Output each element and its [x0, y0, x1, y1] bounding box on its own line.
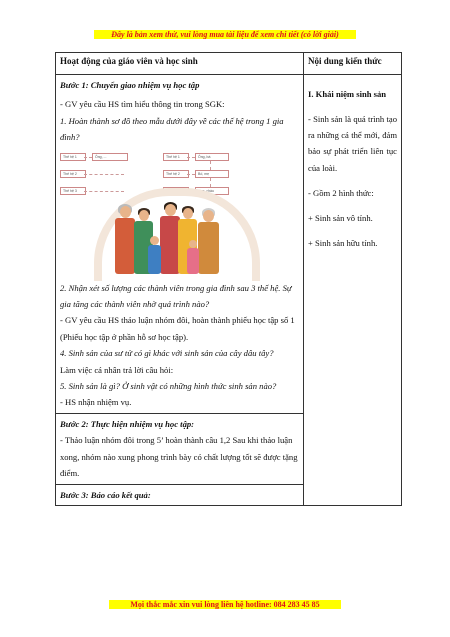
diagram-box: Thế hệ 2	[163, 170, 189, 178]
knowledge-content	[304, 75, 401, 262]
step1-line: - GV yêu cầu HS tìm hiểu thông tin trong SGK:	[60, 99, 225, 110]
diagram-box: Ông, ...	[92, 153, 128, 161]
step1-instruction: Làm việc cá nhân trả lời câu hỏi:	[60, 364, 174, 375]
diagram-box: Con, cháu	[195, 187, 229, 195]
knowledge-line: + Sinh sản vô tính.	[308, 212, 373, 223]
diagram-box: Thế hệ 1	[60, 153, 86, 161]
step1-task	[60, 312, 299, 345]
step1-question-5: 5. Sinh sản là gì? Ở sinh vật có những hình thức sinh sản nào?	[60, 381, 277, 392]
knowledge-line: - Sinh sản là quá trình tạo ra những cá thể mới, đảm bảo sự phát triển liên tục của loài.	[308, 113, 397, 173]
step1-question-2: 2. Nhận xét số lượng các thành viên trong gia đình sau 3 thế hệ. Sự gia tăng các thành viên nhờ quá trình nào?	[60, 282, 292, 310]
step1-title: Bước 1: Chuyển giao nhiệm vụ học tập	[60, 80, 200, 90]
diagram-box: Thế hệ 2	[60, 170, 86, 178]
step1-question-1: 1. Hoàn thành sơ đồ theo mẫu dưới đây về các thế hệ trong 1 gia đình?	[60, 115, 284, 143]
lesson-table	[55, 52, 402, 506]
diagram-box: Thế hệ 3	[60, 187, 86, 195]
knowledge-line: - Gồm 2 hình thức:	[308, 187, 374, 198]
col2-header: Nội dung kiến thức	[304, 53, 402, 75]
diagram-box: Thế hệ 3	[163, 187, 189, 195]
knowledge-line: + Sinh sản hữu tính.	[308, 237, 378, 248]
step3-title: Bước 3: Báo cáo kết quả:	[60, 489, 151, 500]
task-text: - GV yêu cầu HS thảo luận nhóm đôi, hoàn thành phiếu học tập số 1 (Phiếu học tập ở phần hỗ sơ học tập).	[60, 315, 295, 342]
step1-question-4: 4. Sinh sản của sư tử có gì khác với sinh sản của cây dâu tây?	[60, 348, 274, 359]
step1-section	[56, 75, 303, 413]
diagram-box: Bố, mẹ	[195, 170, 229, 178]
diagram-box: Ông, bà	[195, 153, 229, 161]
step2-title: Bước 2: Thực hiện nhiệm vụ học tập:	[60, 418, 195, 429]
step1-receive: - HS nhận nhiệm vụ.	[60, 397, 132, 408]
step2-text: - Thảo luận nhóm đôi trong 5’ hoàn thành câu 1,2 Sau khi thảo luận xong, nhóm nào xung phong trình bày có chất lượng tốt sẽ được tặng điểm.	[60, 435, 298, 479]
knowledge-title: I. Khái niệm sinh sản	[308, 88, 387, 99]
hotline-banner: Mọi thắc mắc xin vui lòng liên hệ hotline: 084 283 45 85	[109, 600, 341, 609]
preview-banner: Đây là bản xem thử, vui lòng mua tài liệu để xem chi tiết (có lời giải)	[94, 30, 356, 39]
step2-section	[56, 414, 303, 484]
step3-section	[56, 485, 303, 505]
family-diagram-image	[60, 148, 299, 276]
col1-header: Hoạt động của giáo viên và học sinh	[56, 53, 304, 75]
diagram-box: Thế hệ 1	[163, 153, 189, 161]
